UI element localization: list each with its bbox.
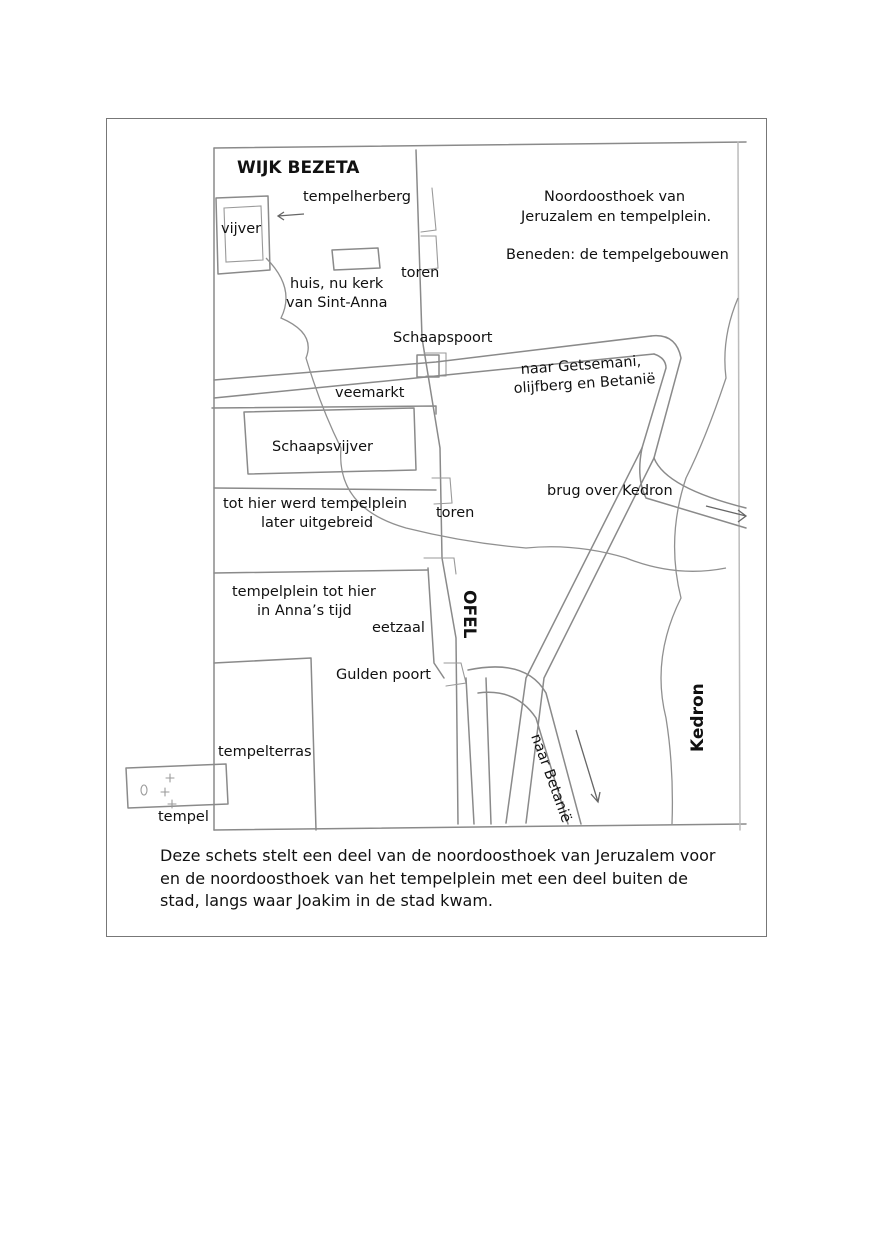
city-wall (416, 150, 458, 824)
label-huis-line2: van Sint-Anna (286, 295, 388, 311)
label-tempel: tempel (158, 809, 209, 825)
label-anna-line1: tempelplein tot hier (232, 584, 376, 600)
label-title-line1: Noordoosthoek van (544, 189, 686, 205)
plaza-boundaries (214, 488, 581, 830)
label-kedron: Kedron (688, 683, 708, 752)
label-schaapspoort: Schaapspoort (393, 330, 493, 346)
label-ofel: OFEL (459, 590, 479, 639)
label-wijk-bezeta: WIJK BEZETA (237, 158, 360, 178)
label-eetzaal: eetzaal (372, 620, 425, 636)
label-getsemani-line1: naar Getsemani, (520, 353, 642, 378)
label-beneden: Beneden: de tempelgebouwen (506, 247, 729, 263)
label-anna-line2: in Anna’s tijd (257, 603, 352, 619)
label-uitgebreid-line1: tot hier werd tempelplein (223, 496, 408, 512)
label-vijver: vijver (221, 221, 262, 237)
sint-anna-house (332, 248, 380, 270)
kedron-stream (266, 258, 738, 824)
label-getsemani-line2: olijfberg en Betanië (513, 371, 656, 397)
label-huis-line1: huis, nu kerk (290, 276, 384, 292)
label-tempelherberg: tempelherberg (303, 189, 411, 205)
label-toren-north: toren (401, 265, 440, 281)
label-brug-kedron: brug over Kedron (547, 483, 673, 499)
label-title-line2: Jeruzalem en tempelplein. (521, 209, 712, 225)
label-uitgebreid-line2: later uitgebreid (261, 515, 374, 531)
label-tempelterras: tempelterras (218, 744, 312, 760)
caption: Deze schets stelt een deel van de noordoosthoek van Jeruzalem voor en de noordoosthoek van het tempelplein met een deel buiten de stad, langs waar Joakim in de stad kwam. (160, 846, 716, 910)
label-gulden-poort: Gulden poort (336, 667, 431, 683)
label-toren-south: toren (436, 505, 475, 521)
label-schaapsvijver: Schaapsvijver (272, 439, 373, 455)
sketch-map (106, 118, 767, 838)
temple-building (126, 764, 228, 808)
label-veemarkt: veemarkt (335, 385, 405, 401)
label-naar-betanie: naar Betanië (527, 731, 575, 825)
